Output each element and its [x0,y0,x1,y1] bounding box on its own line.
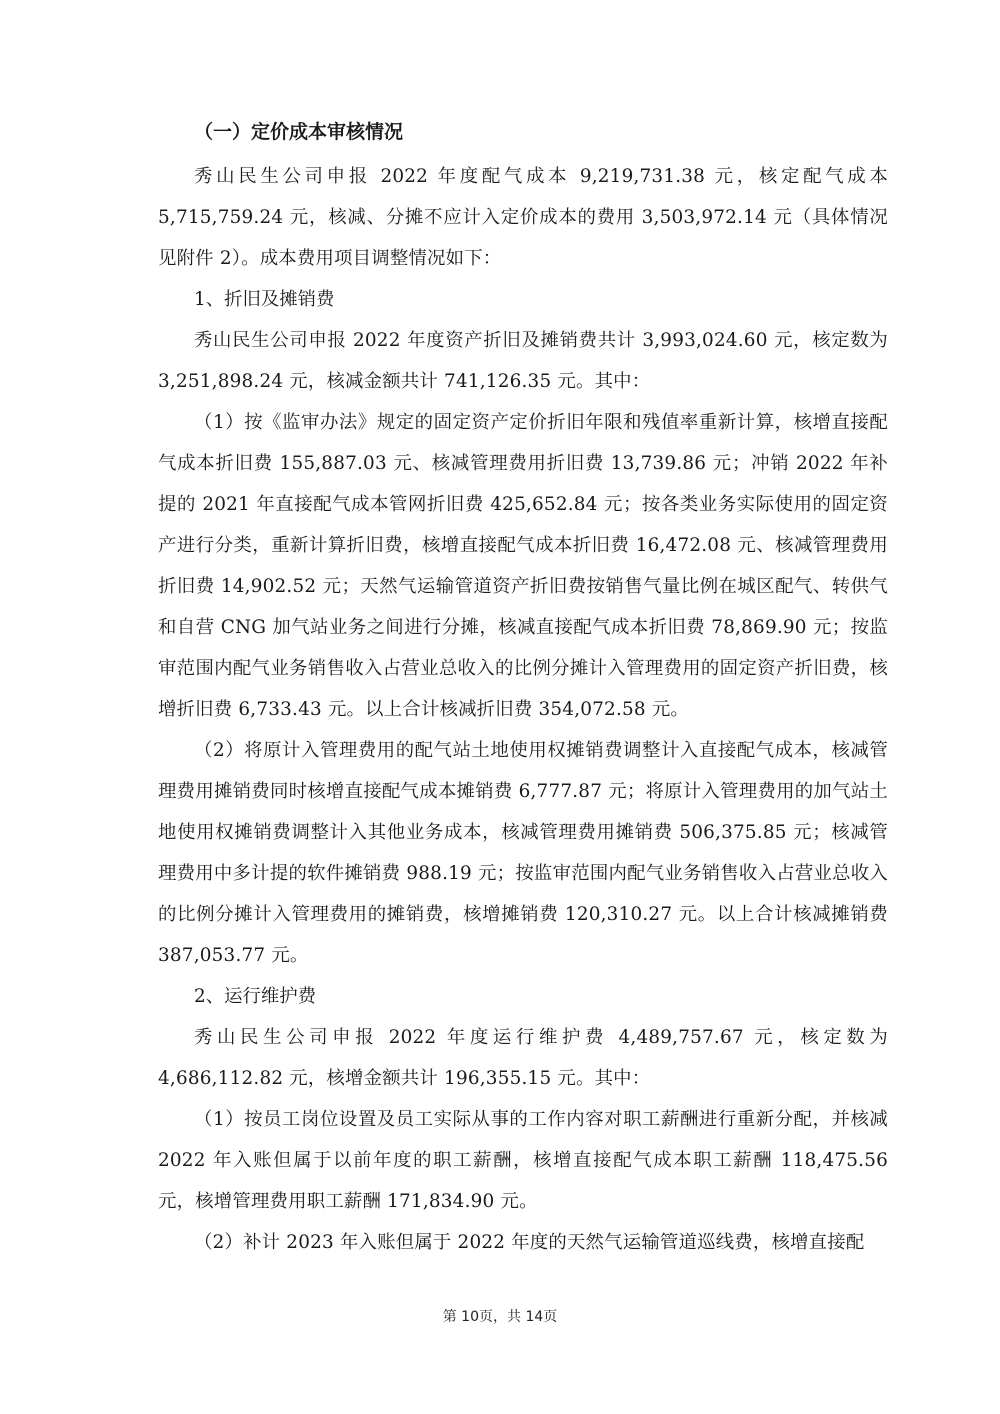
subheading-depreciation: 1、折旧及摊销费 [194,289,335,310]
section-heading: （一）定价成本审核情况 [194,121,404,143]
paragraph-salary-item-1: （1）按员工岗位设置及员工实际从事的工作内容对职工薪酬进行重新分配，并核减 2022 年入账但属于以前年度的职工薪酬，核增直接配气成本职工薪酬 118,475.56 元，核增管理费用职工薪酬 171,834.90 元。 [158,1109,888,1212]
paragraph-summary: 秀山民生公司申报 2022 年度配气成本 9,219,731.38 元，核定配气成本 5,715,759.24 元，核减、分摊不应计入定价成本的费用 3,503,972.14 元（具体情况见附件 2）。成本费用项目调整情况如下： [158,166,888,269]
paragraph-amortization-item-2: （2）将原计入管理费用的配气站土地使用权摊销费调整计入直接配气成本，核减管理费用摊销费同时核增直接配气成本摊销费 6,777.87 元；将原计入管理费用的加气站土地使用权摊销费调整计入其他业务成本，核减管理费用摊销费 506,375.85 元；核减管理费用中多计提的软件摊销费 988.19 元；按监审范围内配气业务销售收入占营业总收入的比例分摊计入管理费用的摊销费，核增摊销费 120,310.27 元。以上合计核减摊销费 387,053.77 元。 [158,740,888,966]
paragraph-depreciation-item-1: （1）按《监审办法》规定的固定资产定价折旧年限和残值率重新计算，核增直接配气成本折旧费 155,887.03 元、核减管理费用折旧费 13,739.86 元；冲销 2022 年补提的 2021 年直接配气成本管网折旧费 425,652.84 元；按各类业务实际使用的固定资产进行分类，重新计算折旧费，核增直接配气成本折旧费 16,472.08 元、核减管理费用折旧费 14,902.52 元；天然气运输管道资产折旧费按销售气量比例在城区配气、转供气和自营 CNG 加气站业务之间进行分摊，核减直接配气成本折旧费 78,869.90 元；按监审范围内配气业务销售收入占营业总收入的比例分摊计入管理费用的固定资产折旧费，核增折旧费 6,733.43 元。以上合计核减折旧费 354,072.58 元。 [158,412,888,720]
paragraph-depreciation-summary: 秀山民生公司申报 2022 年度资产折旧及摊销费共计 3,993,024.60 元，核定数为 3,251,898.24 元，核减金额共计 741,126.35 元。其中： [158,330,888,392]
subheading-operation-maintenance: 2、运行维护费 [194,986,317,1007]
document-body [158,112,888,1263]
paragraph-patrol-item-2: （2）补计 2023 年入账但属于 2022 年度的天然气运输管道巡线费，核增直接配 [194,1232,865,1253]
paragraph-maintenance-summary: 秀山民生公司申报 2022 年度运行维护费 4,489,757.67 元，核定数为 4,686,112.82 元，核增金额共计 196,355.15 元。其中： [158,1027,888,1089]
page-number-footer: 第 10页，共 14页 [442,1309,558,1325]
